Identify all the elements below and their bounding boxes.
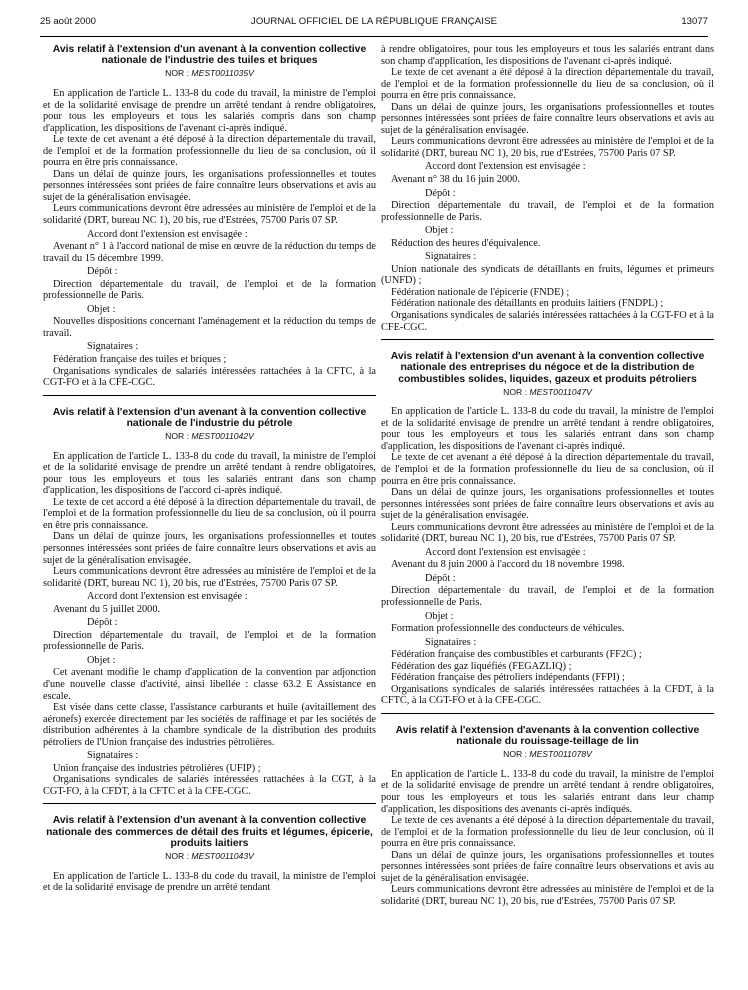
avis-rouissage-teillage-lin xyxy=(381,725,714,908)
objet-text: Formation professionnelle des conducteurs de véhicules. xyxy=(391,623,625,635)
accord-label: Accord dont l'extension est envisagée : xyxy=(425,161,586,173)
section-divider xyxy=(43,395,376,396)
accord-text: Avenant du 8 juin 2000 à l'accord du 18 novembre 1998. xyxy=(391,559,625,571)
depot-label: Dépôt : xyxy=(425,572,456,584)
paragraph: Dans un délai de quinze jours, les organisations professionnelles et toutes personnes intéressées sont priées de faire connaître leurs observations et avis au sujet de la généralisation envisagée. xyxy=(43,168,376,203)
signataire: Fédération des gaz liquéfiés (FEGAZLIQ) ; xyxy=(391,660,572,672)
depot-label: Dépôt : xyxy=(87,617,118,629)
left-column xyxy=(43,44,376,984)
nor-code: MEST0011035V xyxy=(191,68,254,79)
nor-reference xyxy=(43,431,376,443)
objet-text: Réduction des heures d'équivalence. xyxy=(391,237,541,249)
paragraph: En application de l'article L. 133-8 du code du travail, la ministre de l'emploi et de la solidarité envisage de prendre un arrêté tendant à rendre obligatoires, pour tous les employeurs et tous les salariés compris dans son champ d'application, les dispositions de l'avenant ci-après indiqué. xyxy=(43,87,376,134)
section-divider xyxy=(381,713,714,714)
paragraph: Leurs communications devront être adressées au ministère de l'emploi et de la solidarité (DRT, bureau NC 1), 20 bis, rue d'Estrées, 75700 Paris 07 SP. xyxy=(43,566,376,589)
depot-text: Direction départementale du travail, de l'emploi et de la formation professionnelle de Paris. xyxy=(43,629,376,653)
signataire: Fédération nationale de l'épicerie (FNDE) ; xyxy=(391,286,570,298)
paragraph: En application de l'article L. 133-8 du code du travail, la ministre de l'emploi et de la solidarité envisage de prendre un arrêté tendant à rendre obligatoires, pour tous les employeurs et tous les salariés entrant dans son champ d'application, les dispositions de l'avenant ci-après indiqué. xyxy=(381,406,714,452)
accord-text: Avenant n° 1 à l'accord national de mise en œuvre de la réduction du temps de travail du 15 décembre 1999. xyxy=(43,241,376,264)
avis-title: Avis relatif à l'extension d'avenants à la convention collective nationale du rouissage-teillage de lin xyxy=(395,724,700,748)
signataires-label: Signataires : xyxy=(425,251,477,263)
signataire: Union nationale des syndicats de détaillants en fruits, légumes et primeurs (UNFD) ; xyxy=(381,263,714,287)
signataires-label: Signataires : xyxy=(87,341,139,353)
paragraph: Le texte de ces avenants a été déposé à la direction départementale du travail, de l'emploi et de la formation professionnelle du lieu de leur conclusion, où il pourra en être pris connaissance. xyxy=(381,815,714,850)
avis-combustibles xyxy=(381,351,714,707)
avis-title: Avis relatif à l'extension d'un avenant à la convention collective nationale de l'industrie du pétrole xyxy=(52,406,367,429)
objet-label: Objet : xyxy=(425,610,454,622)
avis-fruits-legumes-continued xyxy=(381,44,714,333)
section-divider xyxy=(43,803,376,804)
nor-reference xyxy=(381,749,714,761)
paragraph: Dans un délai de quinze jours, les organisations professionnelles et toutes personnes intéressées sont priées de faire connaître leurs observations et avis au sujet de la généralisation envisagée. xyxy=(381,487,714,522)
paragraph: Leurs communications devront être adressées au ministère de l'emploi et de la solidarité (DRT, bureau NC 1), 20 bis, rue d'Estrées, 75700 Paris 07 SP. xyxy=(381,521,714,545)
avis-title: Avis relatif à l'extension d'un avenant à la convention collective nationale des entreprises du négoce et de la distribution de combustibles solides, liquides, gazeux et produits pétroliers xyxy=(390,351,705,385)
nor-reference xyxy=(381,387,714,399)
signataires-label: Signataires : xyxy=(87,750,139,762)
objet-label: Objet : xyxy=(87,654,116,666)
nor-reference xyxy=(43,851,376,863)
nor-label: NOR : xyxy=(503,749,528,760)
signataire: Organisations syndicales de salariés intéressées rattachées à la CFTC, à la CGT-FO et à la CFE-CGC. xyxy=(43,365,376,389)
depot-text: Direction départementale du travail, de l'emploi et de la formation professionnelle de Paris. xyxy=(43,278,376,302)
depot-label: Dépôt : xyxy=(87,266,118,278)
paragraph: Le texte de cet avenant a été déposé à la direction départementale du travail, de l'emploi et de la formation professionnelle du lieu de sa conclusion, où il pourra en être pris connaissance. xyxy=(381,67,714,102)
nor-code: MEST0011078V xyxy=(529,749,592,760)
paragraph: Dans un délai de quinze jours, les organisations professionnelles et toutes personnes intéressées sont priées de faire connaître leurs observations et avis au sujet de la généralisation envisagée. xyxy=(381,849,714,884)
signataire: Union française des industries pétrolières (UFIP) ; xyxy=(53,762,261,774)
nor-label: NOR : xyxy=(503,386,528,397)
signataires-label: Signataires : xyxy=(425,636,477,648)
objet-text: Cet avenant modifie le champ d'application de la convention par adjonction d'une nouvelle classe d'activité, ainsi libellée : classe 63.2 E Assistance en escale. xyxy=(43,667,376,702)
publication-date: 25 août 2000 xyxy=(40,16,97,27)
signataire: Fédération française des combustibles et carburants (FF2C) ; xyxy=(391,649,642,661)
paragraph: Leurs communications devront être adressées au ministère de l'emploi et de la solidarité (DRT, bureau NC 1), 20 bis, rue d'Estrées, 75700 Paris 07 SP. xyxy=(381,136,714,159)
paragraph: Dans un délai de quinze jours, les organisations professionnelles et toutes personnes intéressées sont priées de faire connaître leurs observations et avis au sujet de la généralisation envisagée. xyxy=(43,531,376,566)
paragraph: à rendre obligatoires, pour tous les employeurs et tous les salariés entrant dans son champ d'application, les dispositions de l'avenant ci-après indiqué. xyxy=(381,44,714,67)
nor-code: MEST0011043V xyxy=(191,851,254,862)
right-column xyxy=(381,44,714,984)
paragraph: Leurs communications devront être adressées au ministère de l'emploi et de la solidarité (DRT, bureau NC 1), 20 bis, rue d'Estrées, 75700 Paris 07 SP. xyxy=(381,884,714,907)
accord-label: Accord dont l'extension est envisagée : xyxy=(87,228,248,240)
depot-label: Dépôt : xyxy=(425,187,456,199)
depot-text: Direction départementale du travail, de l'emploi et de la formation professionnelle de Paris. xyxy=(381,200,714,223)
nor-code: MEST0011042V xyxy=(191,431,254,442)
objet-text: Nouvelles dispositions concernant l'aménagement et la réduction du temps de travail. xyxy=(43,316,376,339)
paragraph: Le texte de cet avenant a été déposé à la direction départementale du travail, de l'emploi et de la formation professionnelle du lieu de sa conclusion, où il pourra en être pris connaissance. xyxy=(43,134,376,169)
avis-title: Avis relatif à l'extension d'un avenant à la convention collective nationale de l'industrie des tuiles et briques xyxy=(52,44,367,67)
signataire: Fédération nationale des détaillants en produits laitiers (FNDPL) ; xyxy=(391,298,664,310)
page-header xyxy=(40,14,708,37)
objet-text: Est visée dans cette classe, l'assistance carburants et huile (avitaillement des aéronefs) exercée directement par les sociétés de raffinage et par les sociétés de distribution adhérentes à la chambre syndicale de la distribution des produits pétroliers de l'Union française des industries pétrolières. xyxy=(43,702,376,748)
objet-label: Objet : xyxy=(425,225,454,237)
paragraph: Leurs communications devront être adressées au ministère de l'emploi et de la solidarité (DRT, bureau NC 1), 20 bis, rue d'Estrées, 75700 Paris 07 SP. xyxy=(43,203,376,226)
avis-petrole xyxy=(43,407,376,798)
journal-title: JOURNAL OFFICIEL DE LA RÉPUBLIQUE FRANÇAISE xyxy=(250,16,498,27)
paragraph: En application de l'article L. 133-8 du code du travail, la ministre de l'emploi et de la solidarité envisage de prendre un arrêté tendant xyxy=(43,870,376,894)
accord-text: Avenant n° 38 du 16 juin 2000. xyxy=(391,174,520,186)
objet-label: Objet : xyxy=(87,303,116,315)
paragraph: Le texte de cet avenant a été déposé à la direction départementale du travail, de l'emploi et de la formation professionnelle du lieu de sa conclusion, où il pourra en être pris connaissance. xyxy=(381,452,714,487)
nor-reference xyxy=(43,68,376,80)
avis-tuiles-briques xyxy=(43,44,376,389)
accord-text: Avenant du 5 juillet 2000. xyxy=(53,603,161,615)
page-number: 13077 xyxy=(681,16,708,27)
nor-label: NOR : xyxy=(165,68,190,79)
signataire: Organisations syndicales de salariés intéressées rattachées à la CGT-FO et à la CFE-CGC. xyxy=(381,310,714,333)
avis-title: Avis relatif à l'extension d'un avenant à la convention collective nationale des commerces de détail des fruits et légumes, épicerie, produits laitiers xyxy=(46,815,373,849)
nor-label: NOR : xyxy=(165,431,190,442)
avis-fruits-legumes xyxy=(43,815,376,893)
signataire: Organisations syndicales de salariés intéressées rattachées à la CGT, à la CGT-FO, à la CFDT, à la CFTC et à la CFE-CGC. xyxy=(43,774,376,797)
accord-label: Accord dont l'extension est envisagée : xyxy=(425,546,586,558)
paragraph: Le texte de cet accord a été déposé à la direction départementale du travail, de l'emploi et de la formation professionnelle du lieu de sa conclusion, où il pourra en être pris connaissance. xyxy=(43,496,376,531)
signataire: Fédération française des tuiles et briques ; xyxy=(53,353,227,365)
depot-text: Direction départementale du travail, de l'emploi et de la formation professionnelle de Paris. xyxy=(381,585,714,609)
paragraph: En application de l'article L. 133-8 du code du travail, la ministre de l'emploi et de la solidarité envisage de prendre un arrêté tendant à rendre obligatoires, pour tous les employeurs et tous les salariés entrant dans son champ d'application, les dispositions de l'accord ci-après indiqué. xyxy=(43,450,376,497)
section-divider xyxy=(381,339,714,340)
paragraph: En application de l'article L. 133-8 du code du travail, la ministre de l'emploi et de la solidarité envisage de prendre un arrêté tendant à rendre obligatoires, pour tous les employeurs et tous les salariés entrant dans leur champ d'application, les dispositions des avenants ci-après indiqués. xyxy=(381,768,714,815)
nor-code: MEST0011047V xyxy=(529,386,592,397)
paragraph: Dans un délai de quinze jours, les organisations professionnelles et toutes personnes intéressées sont priées de faire connaître leurs observations et avis au sujet de la généralisation envisagée. xyxy=(381,101,714,136)
accord-label: Accord dont l'extension est envisagée : xyxy=(87,591,248,603)
signataire: Fédération française des pétroliers indépendants (FFPI) ; xyxy=(391,672,625,684)
nor-label: NOR : xyxy=(165,851,190,862)
signataire: Organisations syndicales de salariés intéressées rattachées à la CFDT, à la CFTC, à la CGT-FO et à la CFE-CGC. xyxy=(381,683,714,707)
